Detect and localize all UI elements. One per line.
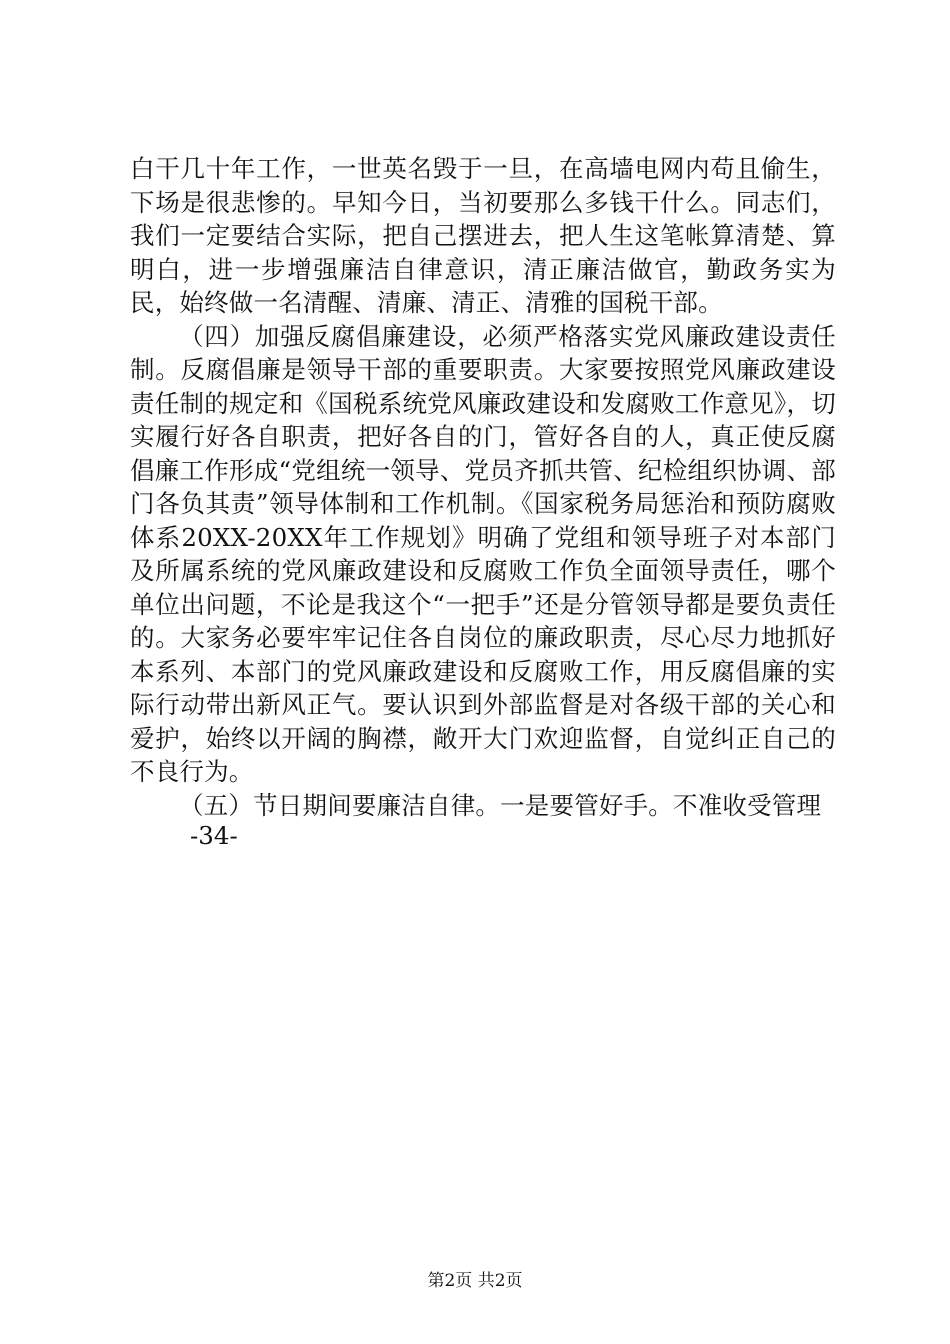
paragraph-1: 白干几十年工作，一世英名毁于一旦，在高墙电网内苟且偷生，下场是很悲惨的。早知今日，当初要那么多钱干什么。同志们，我们一定要结合实际，把自己摆进去，把人生这笔帐算清楚、算明白，进一步增强廉洁自律意识，清正廉洁做官，勤政务实为民，始终做一名清醒、清廉、清正、清雅的国税干部。: [130, 154, 836, 317]
paragraph-3: （五）节日期间要廉洁自律。一是要管好手。不准收受管理: [179, 790, 822, 820]
document-body: [130, 152, 836, 822]
inline-page-number: -34-: [190, 821, 238, 850]
paragraph-2: （四）加强反腐倡廉建设，必须严格落实党风廉政建设责任制。反腐倡廉是领导干部的重要职责。大家要按照党风廉政建设责任制的规定和《国税系统党风廉政建设和发腐败工作意见》，切实履行好各自职责，把好各自的门，管好各自的人，真正使反腐倡廉工作形成“党组统一领导、党员齐抓共管、纪检组织协调、部门各负其责”领导体制和工作机制。《国家税务局惩治和预防腐败体系20XX-20XX年工作规划》明确了党组和领导班子对本部门及所属系统的党风廉政建设和反腐败工作负全面领导责任，哪个单位出问题，不论是我这个“一把手”还是分管领导都是要负责任的。大家务必要牢牢记住各自岗位的廉政职责，尽心尽力地抓好本系列、本部门的党风廉政建设和反腐败工作，用反腐倡廉的实际行动带出新风正气。要认识到外部监督是对各级干部的关心和爱护，始终以开阔的胸襟，敞开大门欢迎监督，自觉纠正自己的不良行为。: [130, 321, 836, 786]
page-footer: 第2页 共2页: [427, 1271, 523, 1291]
